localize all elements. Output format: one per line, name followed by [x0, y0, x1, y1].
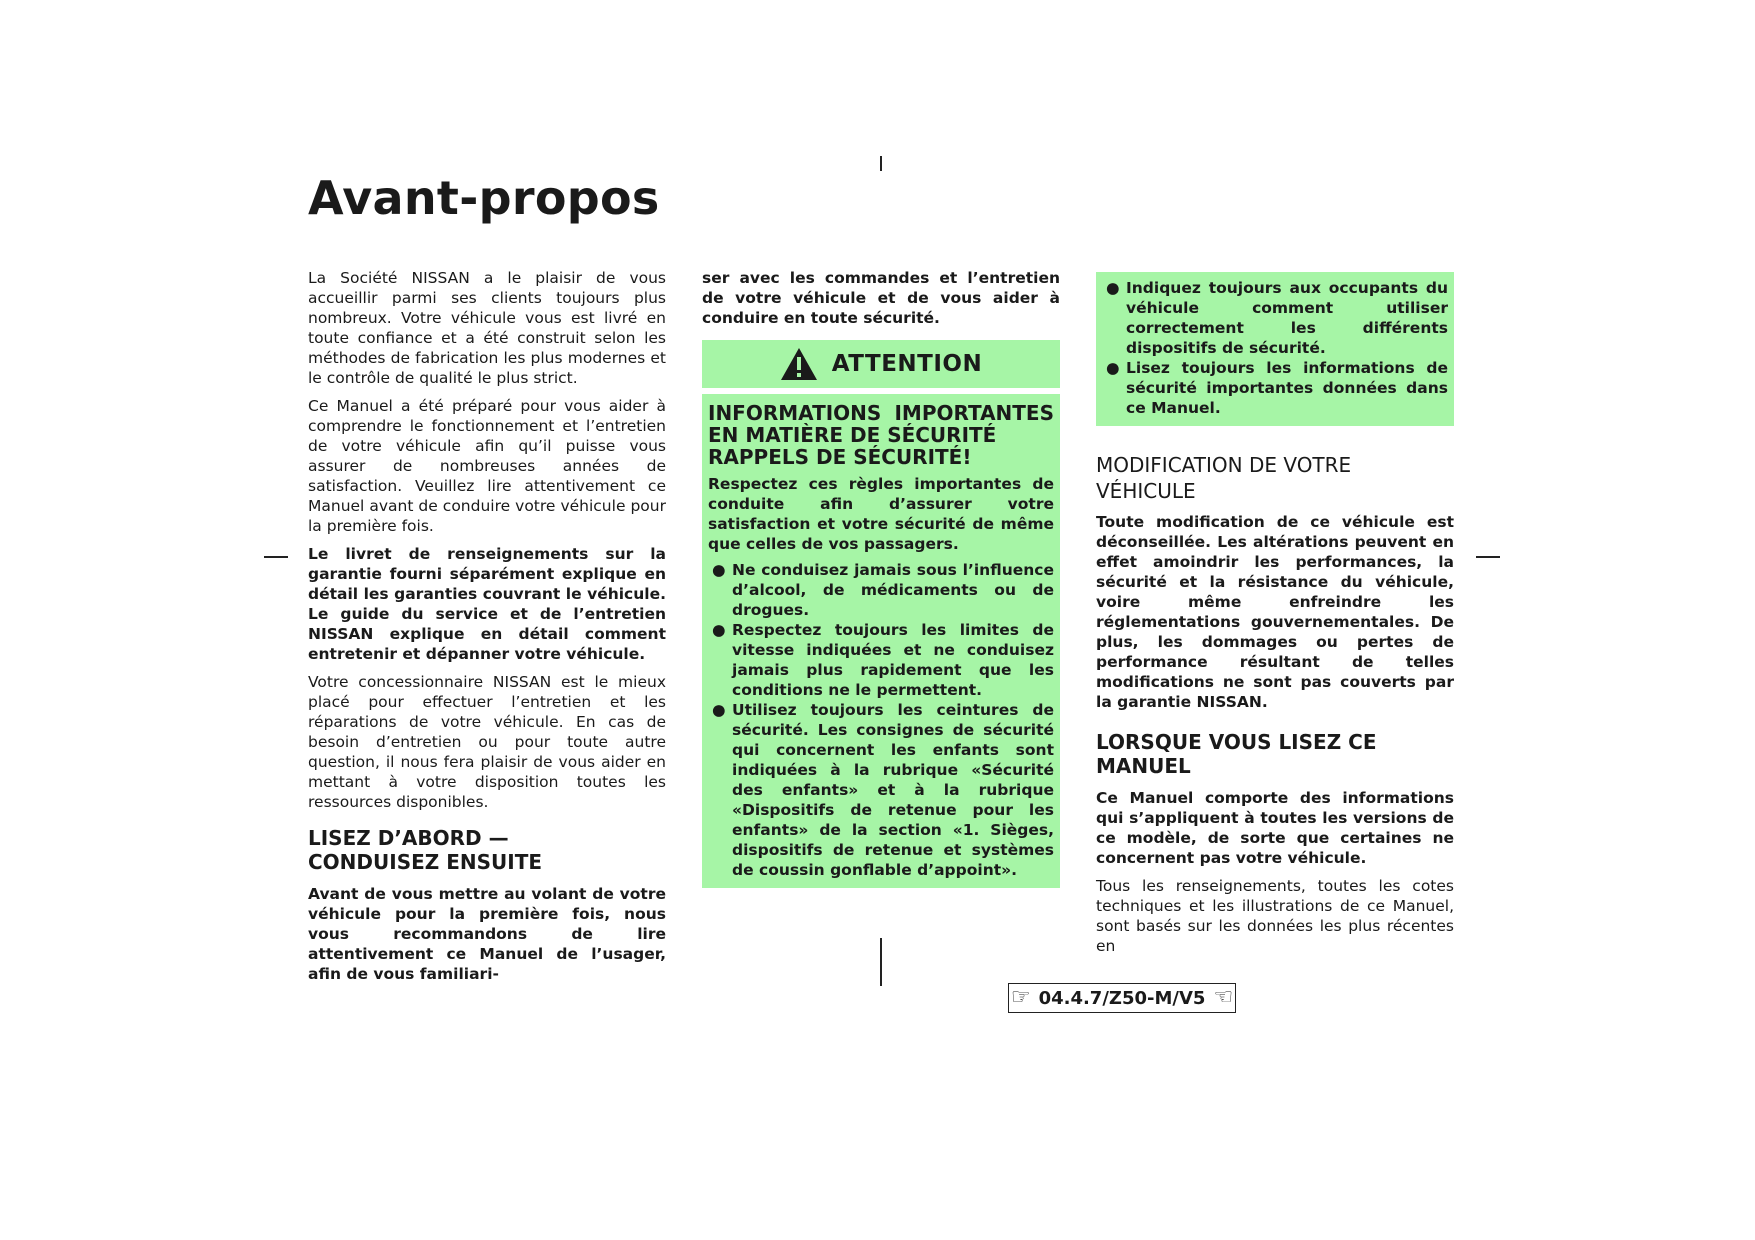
bullet-icon: ● [712, 701, 726, 719]
dealer-paragraph: Votre concessionnaire NISSAN est le mieux placé pour effectuer l’entretien et les réparations de votre véhicule. En cas de besoin d’entretien ou pour toute autre question, il nous fera plaisir de vous aider en mettant à votre disposition toutes les ressources disponibles. [308, 673, 666, 811]
column-3 [1096, 268, 1454, 956]
heading-line: CONDUISEZ ENSUITE [308, 850, 543, 874]
hand-pointing-right-icon: ☞ [1010, 985, 1031, 1010]
list-item: ● Lisez toujours les informations de sécurité importantes données dans ce Manuel. [1106, 359, 1448, 417]
safety-bullets [708, 560, 1054, 880]
section-heading-modification [1096, 452, 1454, 504]
bullet-icon: ● [1106, 279, 1120, 297]
safety-info-heading [708, 402, 1054, 468]
attention-title: ATTENTION [831, 351, 983, 377]
column-1 [308, 268, 666, 984]
crop-mark-left [264, 556, 288, 558]
warning-triangle-icon [780, 347, 818, 381]
specifications-paragraph: Tous les renseignements, toutes les cotes techniques et les illustrations de ce Manuel, sont basés sur les données les plus récentes en [1096, 877, 1454, 955]
attention-banner [702, 340, 1060, 388]
section-heading-reading-manual [1096, 730, 1454, 778]
column-2 [702, 268, 1060, 888]
manual-purpose-paragraph: Ce Manuel a été préparé pour vous aider à comprendre le fonctionnement et l’entretien de votre véhicule afin qu’il puisse vous assurer de nombreuses années de satisfaction. Veuillez lire attentivement ce Manuel avant de conduire votre véhicule pour la première fois. [308, 397, 666, 535]
page-title: Avant-propos [308, 171, 660, 225]
bullet-icon: ● [712, 621, 726, 639]
heading-line: VÉHICULE [1096, 479, 1196, 503]
safety-info-box [702, 394, 1060, 888]
continuation-paragraph: ser avec les commandes et l’entretien de votre véhicule et de vous aider à conduire en toute sécurité. [702, 269, 1060, 327]
heading-line: LORSQUE VOUS LISEZ CE [1096, 730, 1377, 754]
list-item: ● Indiquez toujours aux occupants du véhicule comment utiliser correctement les différents dispositifs de sécurité. [1106, 279, 1448, 357]
warranty-paragraph: Le livret de renseignements sur la garantie fourni séparément explique en détail les garanties couvrant le véhicule. Le guide du service et de l’entretien NISSAN explique en détail comment entretenir et dépanner votre véhicule. [308, 545, 666, 663]
heading-word: IMPORTANTES [894, 401, 1054, 425]
versions-paragraph: Ce Manuel comporte des informations qui s’appliquent à toutes les versions de ce modèle, de sorte que certaines ne concernent pas votre véhicule. [1096, 789, 1454, 867]
heading-word: INFORMATIONS [708, 401, 882, 425]
bullet-icon: ● [712, 561, 726, 579]
reference-code: 04.4.7/Z50-M/V5 [1038, 987, 1206, 1009]
heading-line: MANUEL [1096, 754, 1191, 778]
list-item: ● Ne conduisez jamais sous l’influence d’alcool, de médicaments ou de drogues. [712, 561, 1054, 619]
crop-mark-right [1476, 556, 1500, 558]
modification-paragraph: Toute modification de ce véhicule est déconseillée. Les altérations peuvent en effet amoindrir les performances, la sécurité et la résistance du véhicule, voire même enfreindre les réglementations gouvernementales. De plus, les dommages ou pertes de performance résultant de telles modifications ne sont pas couverts par la garantie NISSAN. [1096, 513, 1454, 711]
bullet-icon: ● [1106, 359, 1120, 377]
heading-line: MODIFICATION DE VOTRE [1096, 453, 1352, 477]
heading-line: RAPPELS DE SÉCURITÉ! [708, 445, 972, 469]
read-first-paragraph: Avant de vous mettre au volant de votre véhicule pour la première fois, nous vous recommandons de lire attentivement ce Manuel de l’usager, afin de vous familiari- [308, 885, 666, 983]
list-item: ● Utilisez toujours les ceintures de sécurité. Les consignes de sécurité qui concernent les enfants sont indiquées à la rubrique «Sécurité des enfants» et à la rubrique «Dispositifs de retenue pour les enfants» de la section «1. Sièges, dispositifs de retenue et systèmes de coussin gonflable d’appoint». [712, 701, 1054, 879]
section-heading-read-first [308, 826, 666, 874]
document-reference [1008, 983, 1236, 1013]
center-rule [880, 938, 882, 986]
safety-info-box-continued [1096, 272, 1454, 426]
intro-paragraph: La Société NISSAN a le plaisir de vous accueillir parmi ses clients toujours plus nombreux. Votre véhicule vous est livré en toute confiance et a été construit selon les méthodes de fabrication les plus modernes et le contrôle de qualité le plus strict. [308, 269, 666, 387]
list-item: ● Respectez toujours les limites de vitesse indiquées et ne conduisez jamais plus rapidement que les conditions ne le permettent. [712, 621, 1054, 699]
page-number-marker [880, 156, 882, 171]
hand-pointing-left-icon: ☜ [1213, 985, 1234, 1010]
heading-line: LISEZ D’ABORD — [308, 826, 509, 850]
heading-line: EN MATIÈRE DE SÉCURITÉ [708, 423, 997, 447]
safety-bullets [1102, 278, 1448, 418]
safety-intro: Respectez ces règles importantes de conduite afin d’assurer votre satisfaction et votre sécurité de même que celles de vos passagers. [708, 475, 1054, 553]
